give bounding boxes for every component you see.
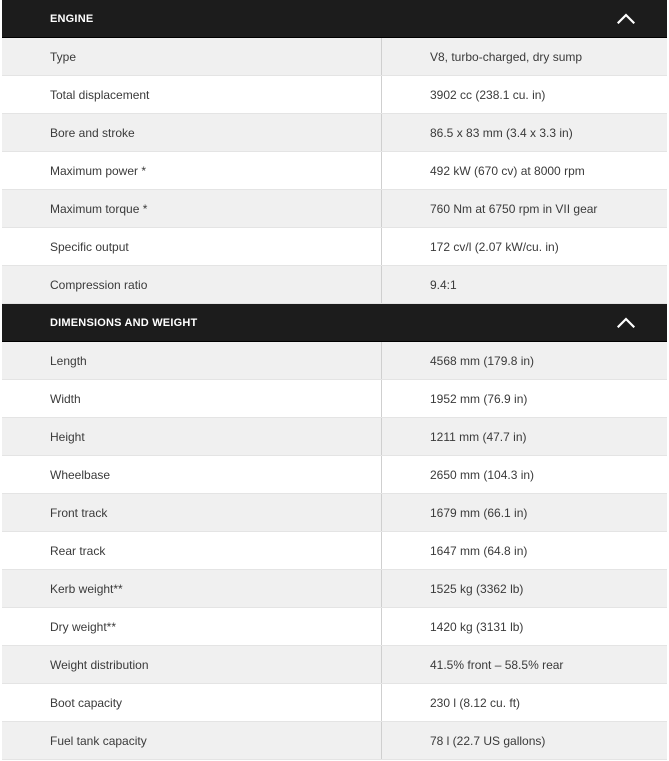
table-row [2,494,667,532]
spec-label: Dry weight** [2,608,382,645]
spec-value: 4568 mm (179.8 in) [430,353,535,368]
table-row [2,608,667,646]
table-row [2,380,667,418]
table-row [2,532,667,570]
dimensions-section [2,304,667,760]
table-row [2,722,667,760]
spec-label: Maximum power * [2,152,382,189]
table-row [2,114,667,152]
spec-label: Type [2,38,382,75]
table-row [2,342,667,380]
spec-label: Specific output [2,228,382,265]
table-row [2,266,667,304]
spec-label: Wheelbase [2,456,382,493]
spec-label: Width [2,380,382,417]
spec-label: Compression ratio [2,266,382,303]
spec-value: 760 Nm at 6750 rpm in VII gear [430,201,598,216]
spec-value: 86.5 x 83 mm (3.4 x 3.3 in) [430,125,573,140]
spec-value: 1647 mm (64.8 in) [430,543,528,558]
engine-section [2,0,667,304]
spec-label: Boot capacity [2,684,382,721]
section-title: ENGINE [50,12,94,25]
engine-spec-table [2,38,667,304]
spec-label: Length [2,342,382,379]
spec-label: Rear track [2,532,382,569]
table-row [2,456,667,494]
chevron-up-icon[interactable] [607,304,645,342]
table-row [2,684,667,722]
spec-value: 1952 mm (76.9 in) [430,391,528,406]
spec-value: 1420 kg (3131 lb) [430,619,524,634]
table-row [2,152,667,190]
spec-value: 9.4:1 [430,277,457,292]
table-row [2,190,667,228]
spec-label: Maximum torque * [2,190,382,227]
section-title: DIMENSIONS AND WEIGHT [50,316,198,329]
dimensions-spec-table [2,342,667,760]
table-row [2,228,667,266]
spec-value: 41.5% front – 58.5% rear [430,657,564,672]
spec-value: 78 l (22.7 US gallons) [430,733,546,748]
spec-value: 2650 mm (104.3 in) [430,467,535,482]
spec-label: Weight distribution [2,646,382,683]
spec-label: Height [2,418,382,455]
spec-value: V8, turbo-charged, dry sump [430,49,583,64]
spec-label: Total displacement [2,76,382,113]
table-row [2,76,667,114]
table-row [2,38,667,76]
chevron-up-icon[interactable] [607,0,645,38]
spec-value: 1679 mm (66.1 in) [430,505,528,520]
spec-label: Fuel tank capacity [2,722,382,759]
table-row [2,646,667,684]
dimensions-section-header[interactable] [2,304,667,342]
spec-value: 230 l (8.12 cu. ft) [430,695,521,710]
spec-label: Front track [2,494,382,531]
engine-section-header[interactable] [2,0,667,38]
spec-value: 3902 cc (238.1 cu. in) [430,87,546,102]
spec-value: 172 cv/l (2.07 kW/cu. in) [430,239,559,254]
spec-label: Kerb weight** [2,570,382,607]
table-row [2,570,667,608]
table-row [2,418,667,456]
spec-label: Bore and stroke [2,114,382,151]
spec-value: 1525 kg (3362 lb) [430,581,524,596]
spec-value: 492 kW (670 cv) at 8000 rpm [430,163,585,178]
spec-value: 1211 mm (47.7 in) [430,429,527,444]
